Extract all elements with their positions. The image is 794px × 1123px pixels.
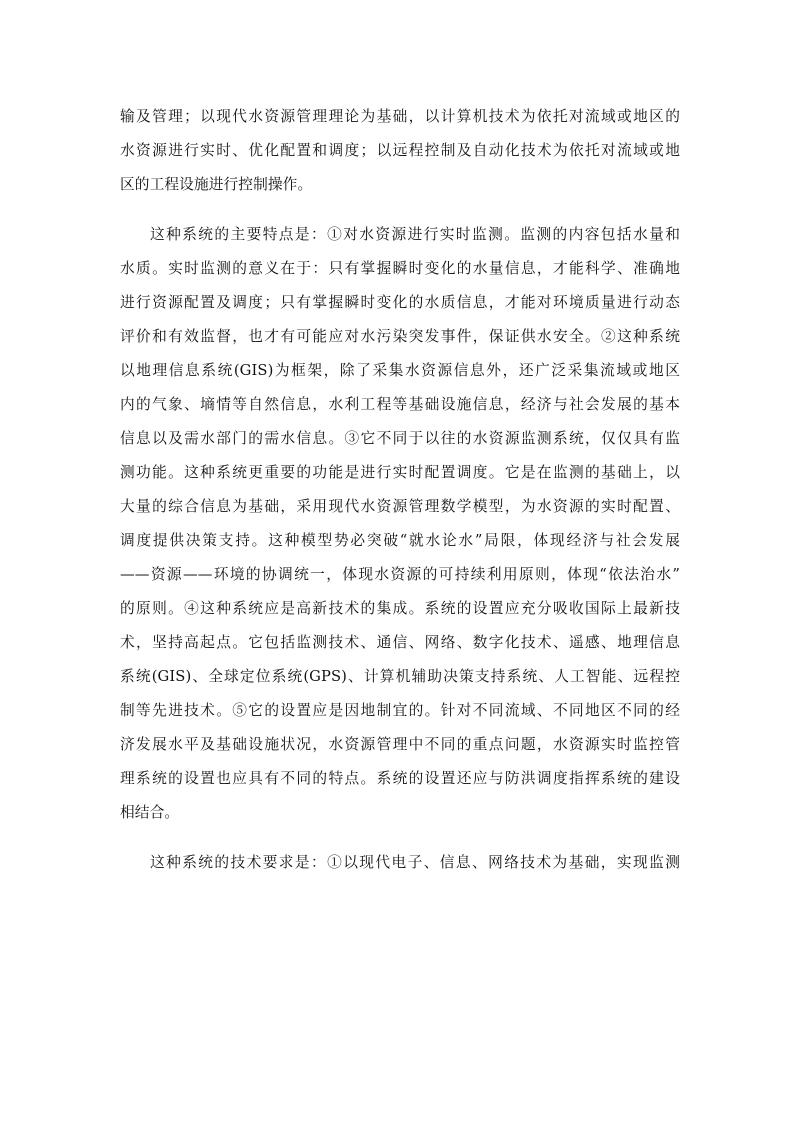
text-line: 评价和有效监督，也才有可能应对水污染突发事件，保证供水安全。②这种系统: [120, 328, 680, 345]
text-line: 内的气象、墒情等自然信息，水利工程等基础设施信息，经济与社会发展的基本: [120, 396, 680, 413]
text-line: 信息以及需水部门的需水信息。③它不同于以往的水资源监测系统，仅仅具有监: [120, 430, 680, 447]
text-line: 区的工程设施进行控制操作。: [120, 176, 313, 193]
paragraph-spacer: [120, 830, 680, 846]
text-line: 输及管理；以现代水资源管理理论为基础，以计算机技术为依托对流域或地区的: [120, 108, 680, 125]
paragraph-3: [120, 846, 680, 880]
text-line: 水资源进行实时、优化配置和调度；以远程控制及自动化技术为依托对流域或地: [120, 142, 680, 159]
paragraph-2: [120, 218, 680, 830]
text-line: 这种系统的技术要求是：①以现代电子、信息、网络技术为基础，实现监测: [150, 854, 680, 871]
text-line: 制等先进技术。⑤它的设置应是因地制宜的。针对不同流域、不同地区不同的经: [120, 702, 680, 719]
text-line: ——资源——环境的协调统一，体现水资源的可持续利用原则，体现“依法治水”: [120, 566, 680, 583]
text-line: 相结合。: [120, 804, 180, 821]
text-line: 进行资源配置及调度；只有掌握瞬时变化的水质信息，才能对环境质量进行动态: [120, 294, 680, 311]
text-line: 理系统的设置也应具有不同的特点。系统的设置还应与防洪调度指挥系统的建设: [120, 770, 680, 787]
text-line: 的原则。④这种系统应是高新技术的集成。系统的设置应充分吸收国际上最新技: [120, 600, 680, 617]
paragraph-1: [120, 100, 680, 202]
text-line: 大量的综合信息为基础，采用现代水资源管理数学模型，为水资源的实时配置、: [120, 498, 680, 515]
document-body: [120, 100, 680, 880]
text-line: 系统(GIS)、全球定位系统(GPS)、计算机辅助决策支持系统、人工智能、远程控: [120, 668, 680, 685]
text-line: 济发展水平及基础设施状况，水资源管理中不同的重点问题，水资源实时监控管: [120, 736, 680, 753]
text-line: 测功能。这种系统更重要的功能是进行实时配置调度。它是在监测的基础上，以: [120, 464, 680, 481]
paragraph-spacer: [120, 202, 680, 218]
text-line: 调度提供决策支持。这种模型势必突破“就水论水”局限，体现经济与社会发展: [120, 532, 680, 549]
text-line: 水质。实时监测的意义在于：只有掌握瞬时变化的水量信息，才能科学、准确地: [120, 260, 680, 277]
text-line: 以地理信息系统(GIS)为框架，除了采集水资源信息外，还广泛采集流域或地区: [120, 362, 680, 379]
text-line: 术，坚持高起点。它包括监测技术、通信、网络、数字化技术、遥感、地理信息: [120, 634, 680, 651]
text-line: 这种系统的主要特点是：①对水资源进行实时监测。监测的内容包括水量和: [150, 226, 680, 243]
